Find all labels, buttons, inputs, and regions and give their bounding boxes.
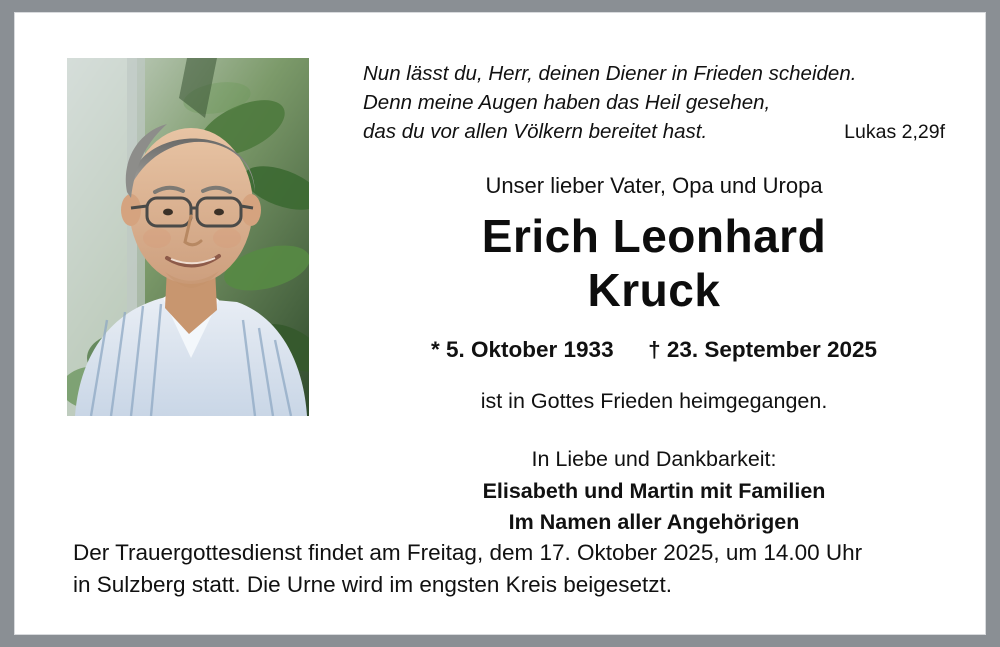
deceased-name (363, 209, 945, 318)
death-date: † 23. September 2025 (648, 337, 877, 363)
relationship-intro: Unser lieber Vater, Opa und Uropa (485, 172, 823, 198)
portrait-image (67, 58, 309, 416)
portrait-photo (67, 58, 309, 416)
verse-line-2: Denn meine Augen haben das Heil gesehen, (363, 91, 771, 115)
obituary-text-column (363, 59, 945, 538)
deceased-surname: Kruck (587, 264, 721, 317)
on-behalf-of-relatives: Im Namen aller Angehörigen (508, 509, 800, 534)
bible-verse (363, 59, 945, 147)
verse-line-3-row (363, 117, 945, 147)
gratitude-heading: In Liebe und Dankbarkeit: (531, 447, 777, 472)
birth-date: * 5. Oktober 1933 (430, 337, 614, 363)
passing-statement: ist in Gottes Frieden heimgegangen. (480, 389, 828, 414)
funeral-service-info (73, 537, 935, 601)
service-line-1: Der Trauergottesdienst findet am Freitag, dem 17. Oktober 2025, um 14.00 Uhr (73, 540, 863, 565)
obituary-card (14, 12, 986, 635)
verse-line-1: Nun lässt du, Herr, deinen Diener in Frieden scheiden. (363, 62, 857, 85)
gratitude-block (363, 444, 945, 538)
family-names: Elisabeth und Martin mit Familien (482, 478, 826, 503)
deceased-first-names: Erich Leonhard (481, 209, 827, 262)
service-line-2: in Sulzberg statt. Die Urne wird im engsten Kreis beigesetzt. (73, 571, 673, 597)
life-dates (363, 337, 945, 363)
card-inner (15, 13, 985, 634)
verse-line-3: das du vor allen Völkern bereitet hast. (363, 120, 708, 144)
verse-reference: Lukas 2,29f (844, 121, 945, 144)
